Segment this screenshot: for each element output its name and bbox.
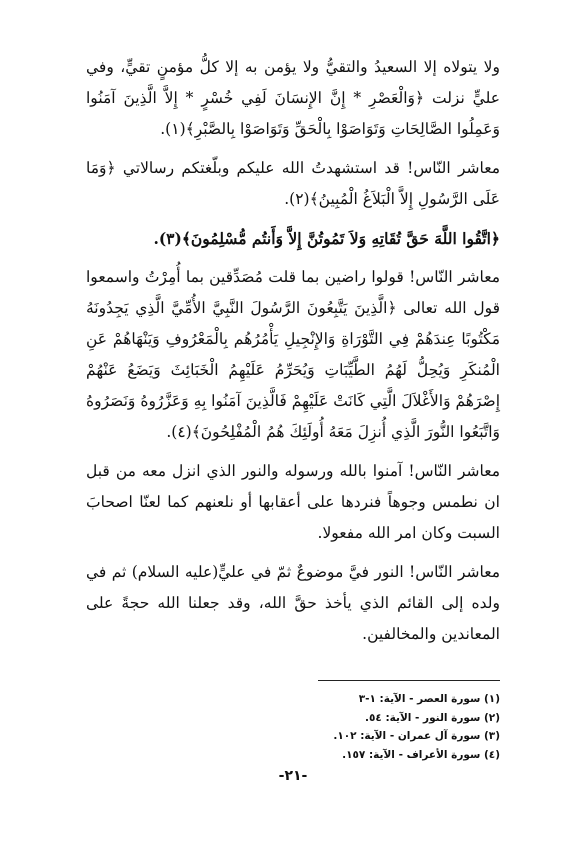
paragraph-1: ولا يتولاه إلا السعيدُ والتقيُّ ولا يؤمن به إلا كلُّ مؤمنٍ تقيٍّ، وفي عليٍّ نزلت ﴿وَالْعَصْرِ * إِنَّ الإِنسَانَ لَفِي خُسْرٍ * إِلاَّ الَّذِينَ آمَنُوا وَعَمِلُوا الصَّالِحَاتِ وَتَوَاصَوْا بِالْحَقِّ وَتَوَاصَوْا بِالصَّبْرِ﴾(١). [86, 58, 500, 138]
paragraph-3: ﴿اتَّقُوا اللَّهَ حَقَّ تُقَاتِهِ وَلاَ تَمُوتُنَّ إِلاَّ وَأَنتُم مُّسْلِمُونَ﴾(٣). [153, 229, 500, 248]
main-text [86, 52, 500, 650]
footnote-3: (٣) سورة آل عمران - الآية: ١٠٢. [333, 730, 500, 742]
paragraph-2: معاشر النّاس! قد استشهدتُ الله عليكم وبلّغتكم رسالاتي ﴿وَمَا عَلَى الرَّسُولِ إِلاَّ الْبَلاَغُ الْمُبِينُ﴾(٢). [86, 159, 500, 208]
footnote-1: (١) سورة العصر - الآية: ١-٣ [358, 693, 500, 705]
footnote-divider [318, 680, 500, 681]
paragraph-5: معاشر النّاس! آمنوا بالله ورسوله والنور الذي انزل معه من قبل ان نطمس وجوهاً فنردها على أعقابها أو نلعنهم كما لعنّا اصحابَ السبت وكان امر الله مفعولا. [86, 462, 500, 542]
paragraph-6: معاشر النّاس! النور فيَّ موضوعٌ ثمّ في عليٍّ(عليه السلام) ثم في ولده إلى القائم الذي يأخذ حقَّ الله، وقد جعلنا الله حجةً على المعاندين والمخالفين. [86, 563, 500, 643]
footnotes [86, 690, 500, 764]
paragraph-4: معاشر النّاس! قولوا راضين بما قلت مُصَدِّقين بما أُمِرْتُ واسمعوا قول الله تعالى ﴿الَّذِينَ يَتَّبِعُونَ الرَّسُولَ النَّبِيَّ الأُمِّيَّ الَّذِي يَجِدُونَهُ مَكْتُوبًا عِندَهُمْ فِي التَّوْرَاةِ وَالإِنْجِيلِ يَأْمُرُهُم بِالْمَعْرُوفِ وَيَنْهَاهُمْ عَنِ الْمُنكَرِ وَيُحِلُّ لَهُمُ الطَّيِّبَاتِ وَيُحَرِّمُ عَلَيْهِمُ الْخَبَائِثَ وَيَضَعُ عَنْهُمْ إِصْرَهُمْ وَالأَغْلاَلَ الَّتِي كَانَتْ عَلَيْهِمْ فَالَّذِينَ آمَنُوا بِهِ وَعَزَّرُوهُ وَنَصَرُوهُ وَاتَّبَعُوا النُّورَ الَّذِي أُنزِلَ مَعَهُ أُولَئِكَ هُمُ الْمُفْلِحُونَ﴾(٤). [86, 268, 500, 441]
page-number: -٢١- [278, 768, 308, 784]
footnote-2: (٢) سورة النور - الآية: ٥٤. [364, 711, 500, 724]
footnote-4: (٤) سورة الأعراف - الآية: ١٥٧. [342, 748, 500, 761]
